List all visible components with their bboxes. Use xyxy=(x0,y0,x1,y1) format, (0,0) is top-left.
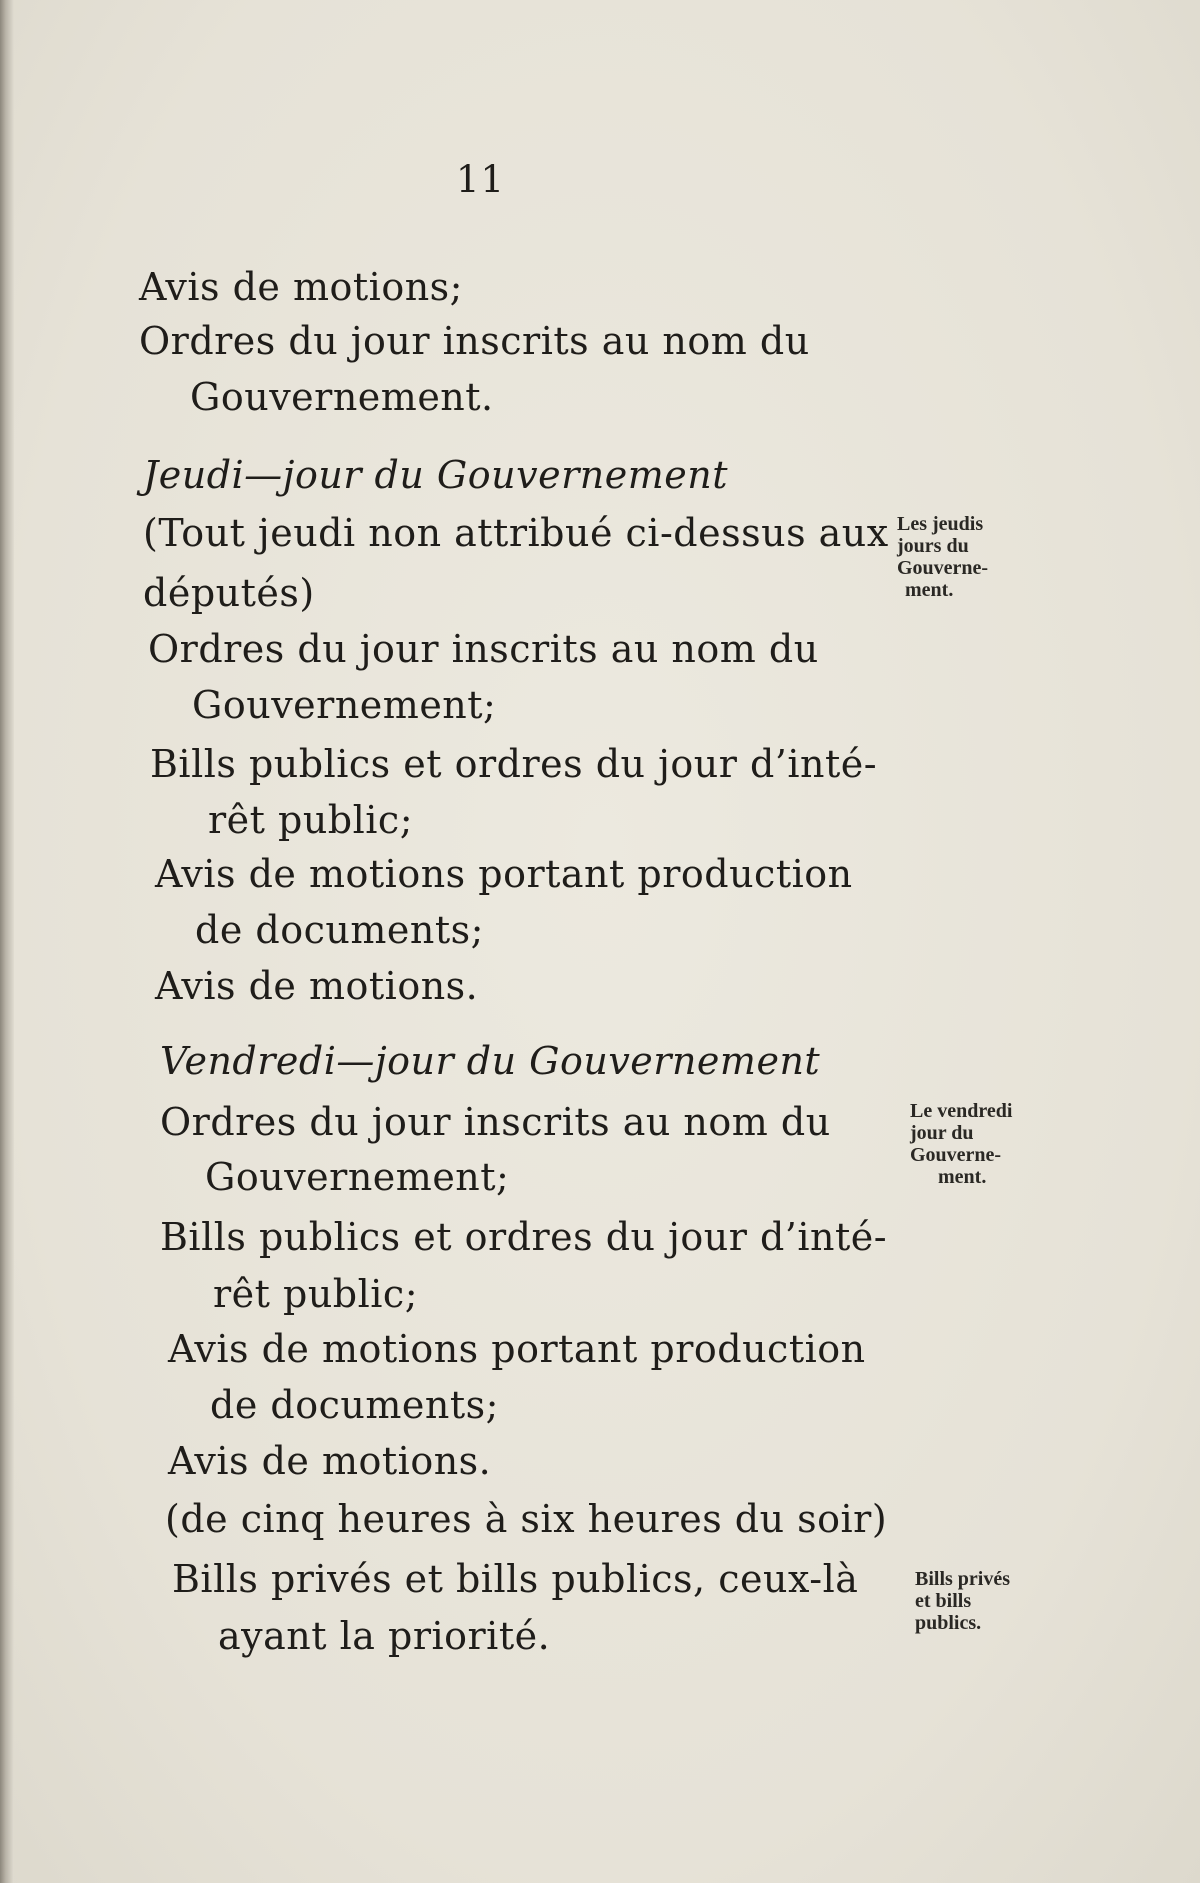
text-line: de documents; xyxy=(195,908,484,952)
text-line: Avis de motions portant production xyxy=(155,852,853,896)
text-line: Gouvernement. xyxy=(190,375,494,419)
text-line: Gouvernement; xyxy=(192,683,497,727)
text-line: Bills publics et ordres du jour d’inté- xyxy=(160,1215,888,1259)
text-line: Avis de motions; xyxy=(139,265,463,309)
margin-note-line: Le vendredi xyxy=(910,1100,1013,1122)
text-line: Avis de motions. xyxy=(155,964,479,1008)
margin-note-line: et bills xyxy=(915,1590,972,1612)
text-line: députés) xyxy=(143,571,315,615)
text-line: Gouvernement; xyxy=(205,1155,510,1199)
margin-note-line: jours du xyxy=(897,535,969,557)
section-heading-jeudi: Jeudi—jour du Gouvernement xyxy=(143,453,728,497)
text-line: Ordres du jour inscrits au nom du xyxy=(139,319,810,363)
margin-note-line: ment. xyxy=(938,1166,987,1188)
text-line: (de cinq heures à six heures du soir) xyxy=(165,1497,888,1541)
margin-note-line: Les jeudis xyxy=(897,513,984,535)
text-line: Bills publics et ordres du jour d’inté- xyxy=(150,742,878,786)
text-line: ayant la priorité. xyxy=(218,1614,551,1658)
page-binding-edge xyxy=(0,0,14,1883)
margin-note-bills xyxy=(915,1568,1065,1634)
margin-note-line: ment. xyxy=(905,579,954,601)
margin-note-line: Gouverne- xyxy=(897,557,989,579)
margin-note-line: jour du xyxy=(910,1122,974,1144)
text-line: rêt public; xyxy=(208,798,414,842)
text-line: Bills privés et bills publics, ceux-là xyxy=(172,1557,859,1601)
margin-note-line: Bills privés xyxy=(915,1568,1011,1590)
margin-note-jeudis xyxy=(897,513,1047,601)
text-line: Ordres du jour inscrits au nom du xyxy=(148,627,819,671)
page-number: 11 xyxy=(456,158,506,201)
margin-note-line: publics. xyxy=(915,1612,982,1634)
text-line: Avis de motions portant production xyxy=(168,1327,866,1371)
text-line: Avis de motions. xyxy=(168,1439,492,1483)
text-line: de documents; xyxy=(210,1383,499,1427)
margin-note-vendredi xyxy=(910,1100,1060,1188)
text-line: (Tout jeudi non attribué ci-dessus aux xyxy=(143,511,889,555)
section-heading-vendredi: Vendredi—jour du Gouvernement xyxy=(160,1039,821,1083)
text-line: Ordres du jour inscrits au nom du xyxy=(160,1100,831,1144)
text-line: rêt public; xyxy=(213,1272,419,1316)
margin-note-line: Gouverne- xyxy=(910,1144,1002,1166)
